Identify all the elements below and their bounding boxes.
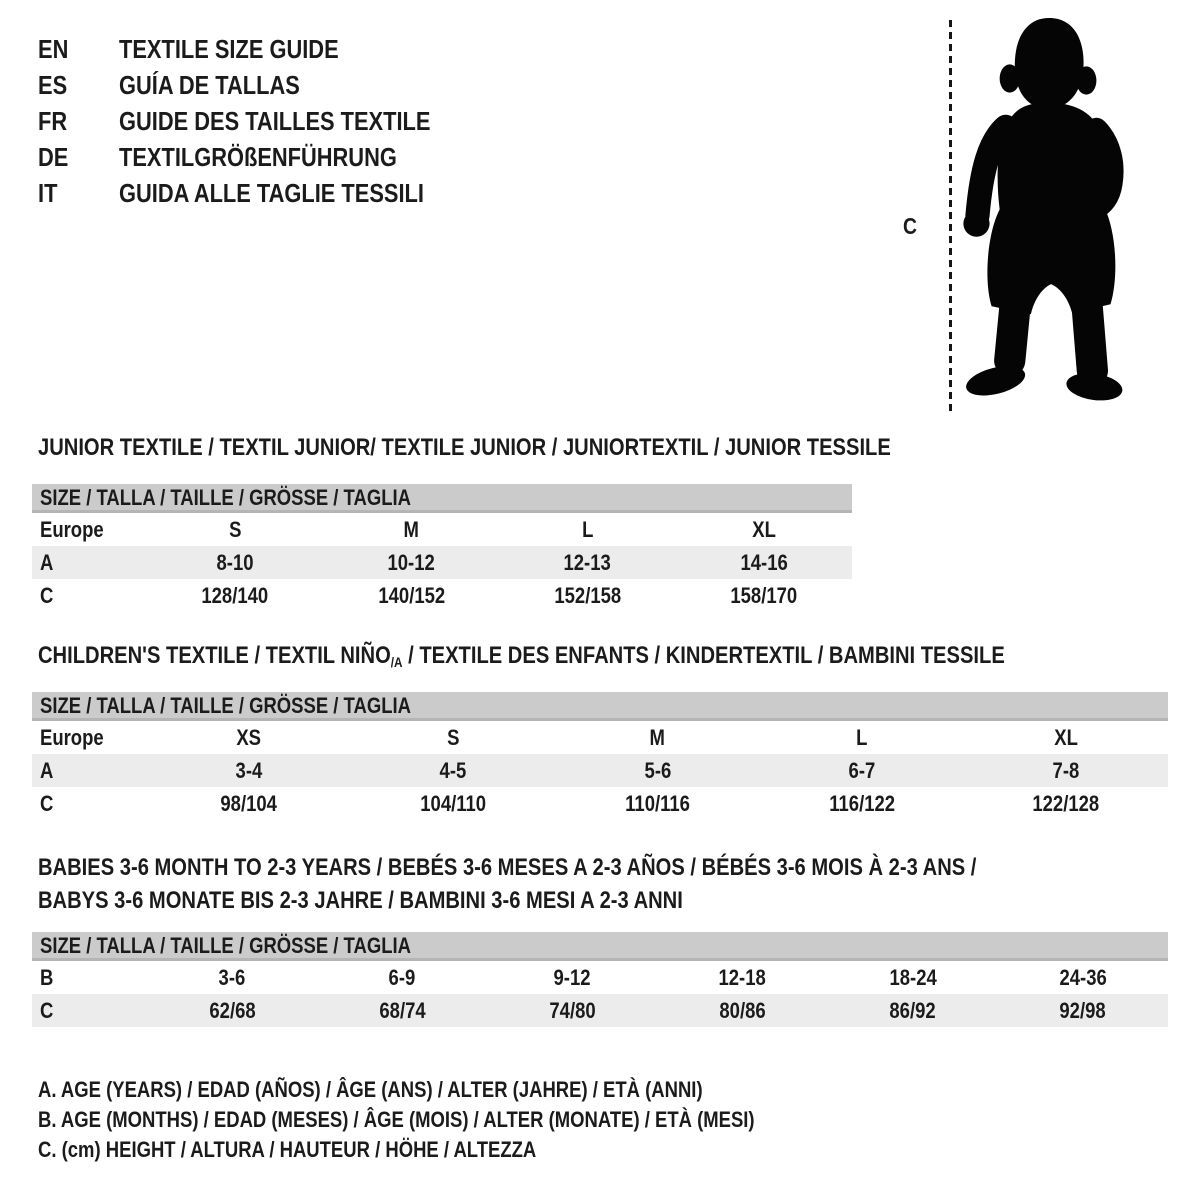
size-cell: S bbox=[228, 516, 242, 542]
height-measure-dashed-line bbox=[949, 20, 952, 416]
babies-row-height bbox=[32, 994, 1168, 1027]
size-cell: XS bbox=[236, 724, 262, 750]
age-cell: 10-12 bbox=[387, 549, 436, 575]
age-cell: 3-4 bbox=[235, 757, 263, 783]
lang-code-es: ES bbox=[38, 70, 68, 100]
height-cell: 98/104 bbox=[220, 790, 278, 816]
lang-code-it: IT bbox=[38, 178, 58, 208]
size-cell: XL bbox=[1054, 724, 1078, 750]
children-heading-sub: /A bbox=[390, 654, 403, 670]
children-size-table bbox=[32, 692, 1168, 820]
lang-row-it bbox=[38, 175, 490, 211]
months-cell: 24-36 bbox=[1059, 964, 1107, 990]
row-label: B bbox=[40, 964, 54, 990]
height-cell: 92/98 bbox=[1059, 997, 1107, 1023]
height-cell: 68/74 bbox=[379, 997, 426, 1023]
babies-heading-line2: BABYS 3-6 MONATE BIS 2-3 JAHRE / BAMBINI 3-6 MESI A 2-3 ANNI bbox=[38, 887, 683, 914]
size-cell: S bbox=[447, 724, 460, 750]
height-cell: 116/122 bbox=[828, 790, 895, 816]
age-cell: 6-7 bbox=[848, 757, 876, 783]
height-cell: 122/128 bbox=[1032, 790, 1100, 816]
height-cell: 128/140 bbox=[201, 582, 269, 608]
language-title-list bbox=[38, 31, 490, 211]
children-section-heading bbox=[38, 643, 1189, 675]
junior-size-table bbox=[32, 484, 852, 612]
children-row-age bbox=[32, 754, 1168, 787]
height-cell: 158/170 bbox=[730, 582, 798, 608]
months-cell: 9-12 bbox=[553, 964, 591, 990]
toddler-silhouette-icon bbox=[962, 16, 1126, 404]
legend-line-b: B. AGE (MONTHS) / EDAD (MESES) / ÂGE (MOIS) / ALTER (MONATE) / ETÀ (MESI) bbox=[38, 1107, 755, 1132]
babies-size-table-header: SIZE / TALLA / TAILLE / GRÖSSE / TAGLIA bbox=[32, 932, 1168, 961]
row-label: C bbox=[40, 997, 54, 1023]
lang-code-fr: FR bbox=[38, 106, 68, 136]
row-label: Europe bbox=[40, 724, 104, 750]
lang-row-de bbox=[38, 139, 490, 175]
lang-title-it: GUIDA ALLE TAGLIE TESSILI bbox=[119, 178, 424, 208]
age-cell: 4-5 bbox=[439, 757, 467, 783]
lang-title-fr: GUIDE DES TAILLES TEXTILE bbox=[119, 106, 431, 136]
height-cell: 110/116 bbox=[625, 790, 690, 816]
months-cell: 18-24 bbox=[889, 964, 937, 990]
children-size-table-header: SIZE / TALLA / TAILLE / GRÖSSE / TAGLIA bbox=[32, 692, 1168, 721]
children-row-height bbox=[32, 787, 1168, 820]
junior-row-age bbox=[32, 546, 852, 579]
height-measure-label: C bbox=[903, 213, 917, 239]
size-cell: M bbox=[649, 724, 666, 750]
lang-title-en: TEXTILE SIZE GUIDE bbox=[119, 34, 339, 64]
months-cell: 12-18 bbox=[718, 964, 767, 990]
lang-code-en: EN bbox=[38, 34, 69, 64]
height-cell: 62/68 bbox=[208, 997, 256, 1023]
height-cell: 104/110 bbox=[420, 790, 487, 816]
lang-row-en bbox=[38, 31, 490, 67]
row-label: C bbox=[40, 790, 54, 816]
children-row-europe bbox=[32, 721, 1168, 754]
height-cell: 74/80 bbox=[549, 997, 596, 1023]
lang-row-fr bbox=[38, 103, 490, 139]
babies-heading-line1: BABIES 3-6 MONTH TO 2-3 YEARS / BEBÉS 3-6 MESES A 2-3 AÑOS / BÉBÉS 3-6 MOIS À 2-3 ANS / bbox=[38, 854, 977, 881]
height-cell: 80/86 bbox=[719, 997, 766, 1023]
junior-row-europe bbox=[32, 513, 852, 546]
height-cell: 152/158 bbox=[554, 582, 622, 608]
size-cell: M bbox=[403, 516, 420, 542]
row-label: A bbox=[40, 549, 54, 575]
age-cell: 8-10 bbox=[216, 549, 254, 575]
lang-title-de: TEXTILGRÖßENFÜHRUNG bbox=[119, 142, 397, 172]
legend-line-c: C. (cm) HEIGHT / ALTURA / HAUTEUR / HÖHE / ALTEZZA bbox=[38, 1137, 537, 1162]
months-cell: 6-9 bbox=[388, 964, 416, 990]
age-cell: 14-16 bbox=[740, 549, 788, 575]
height-cell: 140/152 bbox=[377, 582, 445, 608]
children-heading-post: / TEXTILE DES ENFANTS / KINDERTEXTIL / BAMBINI TESSILE bbox=[402, 642, 1005, 669]
size-cell: L bbox=[581, 516, 594, 542]
legend-line-a: A. AGE (YEARS) / EDAD (AÑOS) / ÂGE (ANS) / ALTER (JAHRE) / ETÀ (ANNI) bbox=[38, 1077, 703, 1102]
height-cell: 86/92 bbox=[889, 997, 936, 1023]
row-label: C bbox=[40, 582, 54, 608]
months-cell: 3-6 bbox=[218, 964, 246, 990]
size-cell: L bbox=[856, 724, 868, 750]
age-cell: 5-6 bbox=[644, 757, 671, 783]
lang-code-de: DE bbox=[38, 142, 69, 172]
babies-section-heading bbox=[38, 851, 1155, 917]
children-heading-pre: CHILDREN'S TEXTILE / TEXTIL NIÑO bbox=[38, 642, 391, 669]
age-cell: 12-13 bbox=[563, 549, 612, 575]
babies-row-months bbox=[32, 961, 1168, 994]
size-cell: XL bbox=[752, 516, 776, 542]
babies-size-table bbox=[32, 932, 1168, 1027]
junior-section-heading: JUNIOR TEXTILE / TEXTIL JUNIOR/ TEXTILE JUNIOR / JUNIORTEXTIL / JUNIOR TESSILE bbox=[38, 434, 891, 461]
row-label: Europe bbox=[40, 516, 104, 542]
junior-size-table-header: SIZE / TALLA / TAILLE / GRÖSSE / TAGLIA bbox=[32, 484, 852, 513]
age-cell: 7-8 bbox=[1052, 757, 1080, 783]
lang-title-es: GUÍA DE TALLAS bbox=[119, 70, 300, 100]
measurement-legend bbox=[38, 1075, 891, 1165]
row-label: A bbox=[40, 757, 54, 783]
lang-row-es bbox=[38, 67, 490, 103]
junior-row-height bbox=[32, 579, 852, 612]
